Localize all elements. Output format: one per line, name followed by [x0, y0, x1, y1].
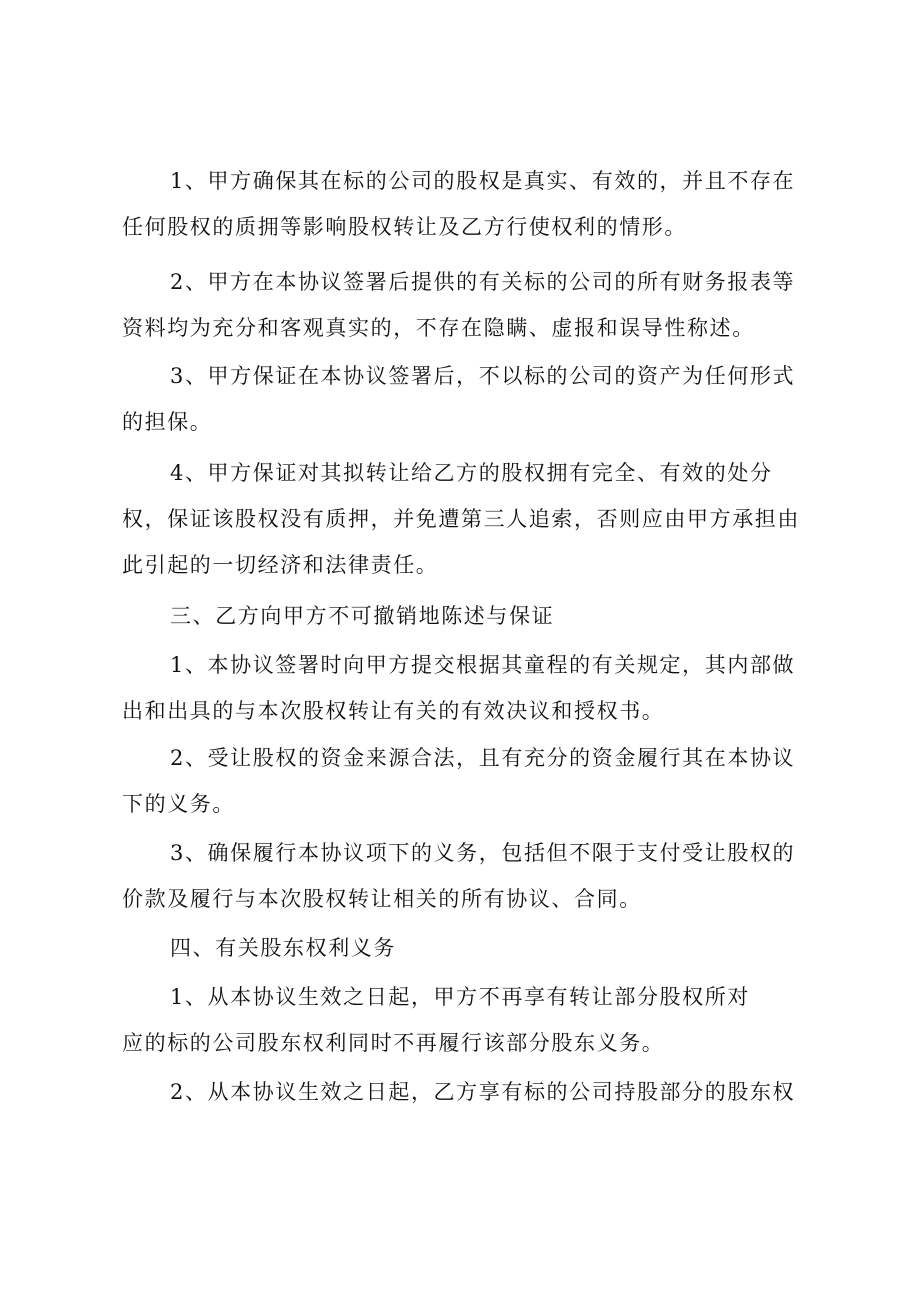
clause-4-1-line-1: 1、从本协议生效之日起，甲方不再享有转让部分股权所对 — [170, 985, 750, 1009]
clause-3-1: 1、本协议签署时向甲方提交根据其童程的有关规定，其内部做出和出具的与本次股权转让有关的有效决议和授权书。 — [122, 653, 796, 723]
clause-2-2: 2、甲方在本协议签署后提供的有关标的公司的所有财务报表等资料均为充分和客观真实的，不存在隐瞒、虚报和误导性称述。 — [122, 270, 796, 340]
clause-4-1-line-2: 应的标的公司股东权利同时不再履行该部分股东义务。 — [122, 1031, 665, 1055]
section-3-heading: 三、乙方向甲方不可撤销地陈述与保证 — [170, 604, 555, 628]
clause-2-3: 3、甲方保证在本协议签署后，不以标的公司的资产为任何形式的担保。 — [122, 364, 796, 434]
clause-3-2: 2、受让股权的资金来源合法，且有充分的资金履行其在本协议下的义务。 — [122, 746, 796, 816]
clause-2-4: 4、甲方保证对其拟转让给乙方的股权拥有完全、有效的处分权，保证该股权没有质押，并免遭第三人追索，否则应由甲方承担由此引起的一切经济和法律责任。 — [122, 461, 800, 577]
clause-3-3: 3、确保履行本协议项下的义务，包括但不限于支付受让股权的价款及履行与本次股权转让相关的所有协议、合同。 — [122, 841, 796, 911]
clause-2-1: 1、甲方确保其在标的公司的股权是真实、有效的，并且不存在任何股权的质拥等影响股权转让及乙方行使权利的情形。 — [122, 169, 796, 239]
section-4-heading: 四、有关股东权利义务 — [170, 936, 396, 960]
clause-4-2: 2、从本协议生效之日起，乙方享有标的公司持股部分的股东权 — [170, 1080, 796, 1104]
